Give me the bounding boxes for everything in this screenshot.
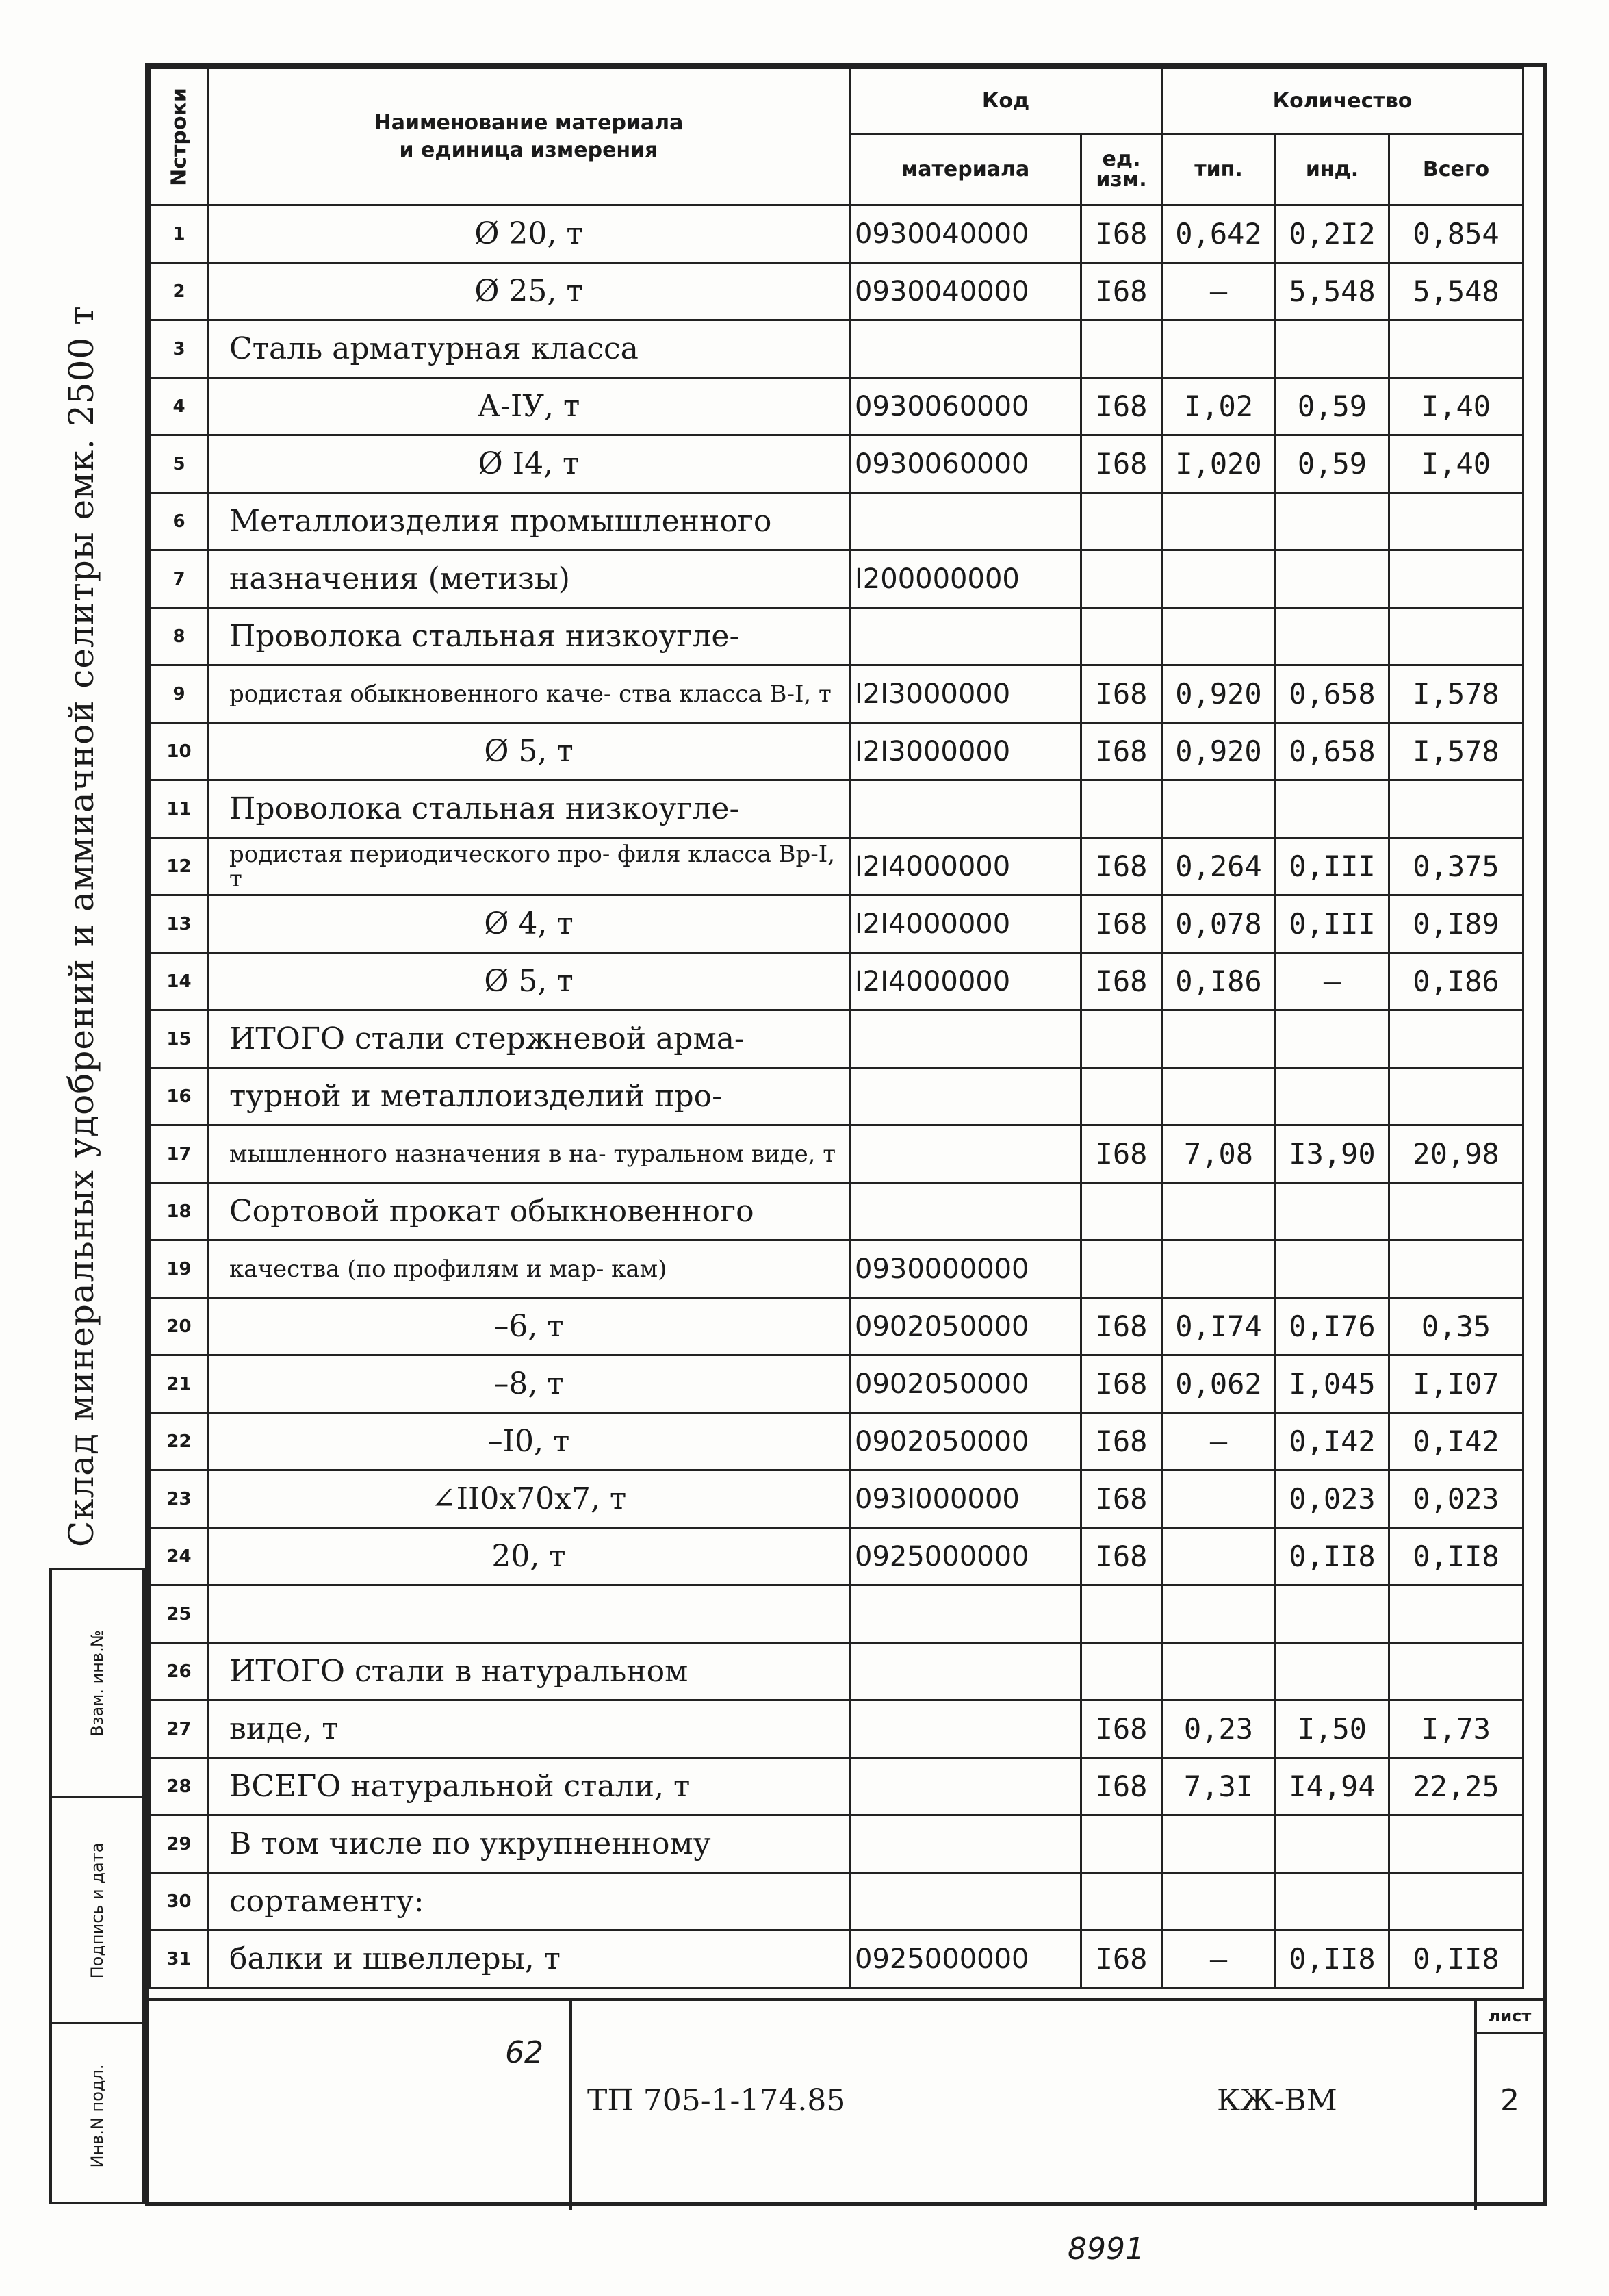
row-number: 21 [151, 1355, 208, 1413]
material-name: 20, т [208, 1528, 850, 1585]
unit-code [1081, 1815, 1162, 1873]
material-name: турной и металлоизделий про- [208, 1068, 850, 1125]
material-code: I200000000 [850, 550, 1081, 608]
drawing-mark: КЖ-ВМ [1217, 2083, 1337, 2118]
unit-code: I68 [1081, 1355, 1162, 1413]
qty-total [1389, 1873, 1523, 1930]
qty-ind: 0,II8 [1276, 1930, 1389, 1988]
material-code: 0902050000 [850, 1298, 1081, 1355]
qty-total: 5,548 [1389, 263, 1523, 320]
row-number: 9 [151, 665, 208, 723]
row-number: 18 [151, 1183, 208, 1240]
table-row [151, 320, 1523, 378]
materials-table [149, 67, 1524, 1989]
qty-ind: 0,II8 [1276, 1528, 1389, 1585]
table-row [151, 1815, 1523, 1873]
sheet-label: лист [1477, 2001, 1543, 2034]
unit-code: I68 [1081, 1700, 1162, 1758]
typ-header: тип. [1162, 134, 1276, 205]
table-row [151, 838, 1523, 895]
total-header: Всего [1389, 134, 1523, 205]
material-code [850, 1873, 1081, 1930]
row-number: 17 [151, 1125, 208, 1183]
qty-total [1389, 780, 1523, 838]
material-name: родистая периодического про- филя класса Вр-I, т [208, 838, 850, 895]
unit-code [1081, 1873, 1162, 1930]
qty-ind [1276, 550, 1389, 608]
qty-typ [1162, 1010, 1276, 1068]
qty-ind [1276, 1068, 1389, 1125]
qty-total [1389, 1068, 1523, 1125]
qty-ind [1276, 1815, 1389, 1873]
qty-typ [1162, 608, 1276, 665]
qty-total: 0,I42 [1389, 1413, 1523, 1470]
unit-code: I68 [1081, 1413, 1162, 1470]
material-name: назначения (метизы) [208, 550, 850, 608]
material-code: 0925000000 [850, 1930, 1081, 1988]
table-row [151, 1470, 1523, 1528]
material-code [850, 780, 1081, 838]
unit-code [1081, 1585, 1162, 1643]
code-group-header: Код [850, 68, 1162, 134]
unit-code: I68 [1081, 205, 1162, 263]
qty-total [1389, 493, 1523, 550]
row-number: 8 [151, 608, 208, 665]
qty-total: 20,98 [1389, 1125, 1523, 1183]
unit-code [1081, 1643, 1162, 1700]
material-name: Сталь арматурная класса [208, 320, 850, 378]
table-row [151, 723, 1523, 780]
material-code: 0902050000 [850, 1413, 1081, 1470]
material-code [850, 608, 1081, 665]
unit-code: I68 [1081, 665, 1162, 723]
qty-ind: 5,548 [1276, 263, 1389, 320]
quantity-group-header: Количество [1162, 68, 1523, 134]
qty-total: 22,25 [1389, 1758, 1523, 1815]
unit-code: I68 [1081, 435, 1162, 493]
material-code [850, 1068, 1081, 1125]
qty-typ: 0,I86 [1162, 953, 1276, 1010]
row-number: 20 [151, 1298, 208, 1355]
spec-sheet [145, 63, 1547, 2206]
qty-typ: 0,264 [1162, 838, 1276, 895]
name-header: Наименование материала и единица измерения [208, 68, 850, 205]
material-name: балки и швеллеры, т [208, 1930, 850, 1988]
material-code: I2I4000000 [850, 895, 1081, 953]
qty-typ [1162, 1528, 1276, 1585]
material-name: ИТОГО стали в натуральном [208, 1643, 850, 1700]
material-name: Проволока стальная низкоугле- [208, 608, 850, 665]
row-number: 29 [151, 1815, 208, 1873]
qty-ind: 0,658 [1276, 723, 1389, 780]
material-code [850, 1125, 1081, 1183]
unit-code [1081, 1010, 1162, 1068]
table-row [151, 1643, 1523, 1700]
material-name: Ø 5, т [208, 723, 850, 780]
material-name: родистая обыкновенного каче- ства класса В-I, т [208, 665, 850, 723]
row-number: 12 [151, 838, 208, 895]
row-number: 11 [151, 780, 208, 838]
qty-typ [1162, 1873, 1276, 1930]
qty-total: I,578 [1389, 665, 1523, 723]
material-code: 0930040000 [850, 205, 1081, 263]
qty-ind: 0,658 [1276, 665, 1389, 723]
table-row [151, 1298, 1523, 1355]
material-code: I2I4000000 [850, 953, 1081, 1010]
qty-typ [1162, 493, 1276, 550]
qty-total: 0,II8 [1389, 1930, 1523, 1988]
sheet-number: 2 [1500, 2083, 1519, 2118]
qty-typ: – [1162, 263, 1276, 320]
row-number: 30 [151, 1873, 208, 1930]
qty-total: 0,854 [1389, 205, 1523, 263]
unit-code: I68 [1081, 1470, 1162, 1528]
qty-ind: I,045 [1276, 1355, 1389, 1413]
qty-ind [1276, 1873, 1389, 1930]
qty-ind [1276, 1643, 1389, 1700]
title-block-left [149, 2001, 572, 2210]
row-number: 5 [151, 435, 208, 493]
table-row [151, 1068, 1523, 1125]
qty-typ: 7,08 [1162, 1125, 1276, 1183]
table-row [151, 1183, 1523, 1240]
unit-code [1081, 1183, 1162, 1240]
qty-total: 0,I89 [1389, 895, 1523, 953]
row-number: 31 [151, 1930, 208, 1988]
qty-ind [1276, 1240, 1389, 1298]
qty-typ [1162, 1815, 1276, 1873]
row-number: 28 [151, 1758, 208, 1815]
table-row [151, 1700, 1523, 1758]
row-number: 2 [151, 263, 208, 320]
qty-ind: 0,59 [1276, 435, 1389, 493]
material-name: Сортовой прокат обыкновенного [208, 1183, 850, 1240]
qty-typ [1162, 1585, 1276, 1643]
material-name: Металлоизделия промышленного [208, 493, 850, 550]
qty-total [1389, 1240, 1523, 1298]
qty-typ [1162, 1470, 1276, 1528]
qty-typ: 0,920 [1162, 665, 1276, 723]
side-title: Склад минеральных удобрений и аммиачной селитры емк. 2500 т [62, 305, 101, 1547]
qty-total: I,73 [1389, 1700, 1523, 1758]
material-name: Ø 4, т [208, 895, 850, 953]
material-name: Ø 5, т [208, 953, 850, 1010]
qty-ind [1276, 1183, 1389, 1240]
qty-typ: – [1162, 1413, 1276, 1470]
table-row [151, 263, 1523, 320]
table-row [151, 205, 1523, 263]
material-name: качества (по профилям и мар- кам) [208, 1240, 850, 1298]
table-row [151, 378, 1523, 435]
qty-typ: I,020 [1162, 435, 1276, 493]
qty-total: I,578 [1389, 723, 1523, 780]
table-row [151, 1010, 1523, 1068]
row-number: 26 [151, 1643, 208, 1700]
material-code: 0925000000 [850, 1528, 1081, 1585]
material-code: 0930000000 [850, 1240, 1081, 1298]
qty-total: 0,II8 [1389, 1528, 1523, 1585]
row-number: 14 [151, 953, 208, 1010]
row-number: 19 [151, 1240, 208, 1298]
material-name: Проволока стальная низкоугле- [208, 780, 850, 838]
qty-total: I,40 [1389, 435, 1523, 493]
material-code: 093I000000 [850, 1470, 1081, 1528]
qty-typ: 0,642 [1162, 205, 1276, 263]
qty-total: 0,35 [1389, 1298, 1523, 1355]
unit-code: I68 [1081, 378, 1162, 435]
sheet-box [1474, 2001, 1543, 2210]
code-material-header: материала [850, 134, 1081, 205]
qty-total [1389, 320, 1523, 378]
material-name: ∠II0x70x7, т [208, 1470, 850, 1528]
table-row [151, 953, 1523, 1010]
unit-code [1081, 1068, 1162, 1125]
unit-code: I68 [1081, 723, 1162, 780]
material-name: Ø I4, т [208, 435, 850, 493]
material-code: 0930060000 [850, 435, 1081, 493]
unit-code: I68 [1081, 838, 1162, 895]
qty-ind: 0,023 [1276, 1470, 1389, 1528]
unit-code: I68 [1081, 895, 1162, 953]
unit-code [1081, 608, 1162, 665]
table-row [151, 895, 1523, 953]
qty-total: I,I07 [1389, 1355, 1523, 1413]
material-code: I2I3000000 [850, 665, 1081, 723]
material-name: А-IУ, т [208, 378, 850, 435]
qty-total [1389, 1585, 1523, 1643]
qty-typ: 0,920 [1162, 723, 1276, 780]
qty-ind [1276, 1585, 1389, 1643]
unit-code [1081, 1240, 1162, 1298]
unit-code [1081, 493, 1162, 550]
table-row [151, 1528, 1523, 1585]
qty-typ [1162, 320, 1276, 378]
qty-typ: 0,078 [1162, 895, 1276, 953]
row-number: 27 [151, 1700, 208, 1758]
table-row [151, 1758, 1523, 1815]
unit-code: I68 [1081, 1930, 1162, 1988]
qty-ind: 0,III [1276, 838, 1389, 895]
material-code [850, 493, 1081, 550]
row-number: 22 [151, 1413, 208, 1470]
qty-total [1389, 1815, 1523, 1873]
table-row [151, 608, 1523, 665]
qty-total: 0,375 [1389, 838, 1523, 895]
bottom-handwritten-number: 8991 [1068, 2232, 1144, 2267]
qty-typ: 0,I74 [1162, 1298, 1276, 1355]
qty-ind: I3,90 [1276, 1125, 1389, 1183]
material-name: сортаменту: [208, 1873, 850, 1930]
material-name: Ø 20, т [208, 205, 850, 263]
qty-typ: 0,062 [1162, 1355, 1276, 1413]
material-name: –8, т [208, 1355, 850, 1413]
qty-typ [1162, 1068, 1276, 1125]
project-code: ТП 705-1-174.85 [587, 2083, 846, 2118]
unit-code: I68 [1081, 263, 1162, 320]
table-row [151, 1873, 1523, 1930]
qty-ind [1276, 320, 1389, 378]
material-code: 0902050000 [850, 1355, 1081, 1413]
row-number-header: Nстроки [151, 68, 208, 205]
qty-total [1389, 608, 1523, 665]
material-code [850, 1643, 1081, 1700]
material-name: В том числе по укрупненному [208, 1815, 850, 1873]
qty-ind: 0,I76 [1276, 1298, 1389, 1355]
stamp-cell: Взам. инв.№ [88, 1630, 107, 1737]
qty-ind [1276, 608, 1389, 665]
unit-code [1081, 320, 1162, 378]
qty-typ [1162, 1643, 1276, 1700]
page-number-handwritten: 62 [505, 2035, 543, 2070]
row-number: 1 [151, 205, 208, 263]
qty-ind: 0,I42 [1276, 1413, 1389, 1470]
row-number: 13 [151, 895, 208, 953]
material-code [850, 1183, 1081, 1240]
qty-ind [1276, 1010, 1389, 1068]
qty-ind: I4,94 [1276, 1758, 1389, 1815]
row-number: 15 [151, 1010, 208, 1068]
table-row [151, 550, 1523, 608]
material-code [850, 1758, 1081, 1815]
stamp-cell: Подпись и дата [52, 1796, 142, 2022]
stamp-cell: Инв.N подл. [52, 2022, 142, 2207]
qty-total: 0,023 [1389, 1470, 1523, 1528]
qty-total [1389, 550, 1523, 608]
qty-ind [1276, 780, 1389, 838]
unit-code: I68 [1081, 953, 1162, 1010]
row-number: 25 [151, 1585, 208, 1643]
material-code [850, 1815, 1081, 1873]
ind-header: инд. [1276, 134, 1389, 205]
table-row [151, 1355, 1523, 1413]
unit-header: ед. изм. [1081, 134, 1162, 205]
material-name: мышленного назначения в на- туральном виде, т [208, 1125, 850, 1183]
qty-typ [1162, 780, 1276, 838]
row-number: 23 [151, 1470, 208, 1528]
qty-ind [1276, 493, 1389, 550]
qty-typ: I,02 [1162, 378, 1276, 435]
unit-code [1081, 780, 1162, 838]
table-row [151, 1125, 1523, 1183]
qty-total [1389, 1643, 1523, 1700]
material-code: I2I3000000 [850, 723, 1081, 780]
qty-typ [1162, 1183, 1276, 1240]
qty-ind: – [1276, 953, 1389, 1010]
table-row [151, 1413, 1523, 1470]
qty-total [1389, 1183, 1523, 1240]
row-number: 7 [151, 550, 208, 608]
table-row [151, 493, 1523, 550]
qty-total: I,40 [1389, 378, 1523, 435]
material-code: I2I4000000 [850, 838, 1081, 895]
approval-stamp [49, 1568, 145, 2204]
qty-total [1389, 1010, 1523, 1068]
row-number: 6 [151, 493, 208, 550]
material-name: виде, т [208, 1700, 850, 1758]
material-name: ИТОГО стали стержневой арма- [208, 1010, 850, 1068]
material-code: 0930040000 [850, 263, 1081, 320]
material-code [850, 1010, 1081, 1068]
material-code [850, 1700, 1081, 1758]
qty-ind: 0,2I2 [1276, 205, 1389, 263]
qty-ind: 0,III [1276, 895, 1389, 953]
material-code: 0930060000 [850, 378, 1081, 435]
qty-typ [1162, 1240, 1276, 1298]
table-row [151, 1585, 1523, 1643]
row-number: 10 [151, 723, 208, 780]
unit-code: I68 [1081, 1528, 1162, 1585]
table-row [151, 1930, 1523, 1988]
unit-code: I68 [1081, 1758, 1162, 1815]
material-name: ВСЕГО натуральной стали, т [208, 1758, 850, 1815]
qty-ind: I,50 [1276, 1700, 1389, 1758]
table-row [151, 780, 1523, 838]
row-number: 4 [151, 378, 208, 435]
row-number: 24 [151, 1528, 208, 1585]
unit-code: I68 [1081, 1125, 1162, 1183]
qty-typ: 0,23 [1162, 1700, 1276, 1758]
qty-typ: 7,3I [1162, 1758, 1276, 1815]
qty-typ [1162, 550, 1276, 608]
material-name: –6, т [208, 1298, 850, 1355]
material-name: –I0, т [208, 1413, 850, 1470]
title-block [149, 1998, 1543, 2210]
material-code [850, 1585, 1081, 1643]
material-code [850, 320, 1081, 378]
material-name: Ø 25, т [208, 263, 850, 320]
material-name [208, 1585, 850, 1643]
row-number: 16 [151, 1068, 208, 1125]
table-row [151, 435, 1523, 493]
unit-code: I68 [1081, 1298, 1162, 1355]
qty-total: 0,I86 [1389, 953, 1523, 1010]
table-row [151, 1240, 1523, 1298]
qty-ind: 0,59 [1276, 378, 1389, 435]
table-row [151, 665, 1523, 723]
qty-typ: – [1162, 1930, 1276, 1988]
unit-code [1081, 550, 1162, 608]
row-number: 3 [151, 320, 208, 378]
